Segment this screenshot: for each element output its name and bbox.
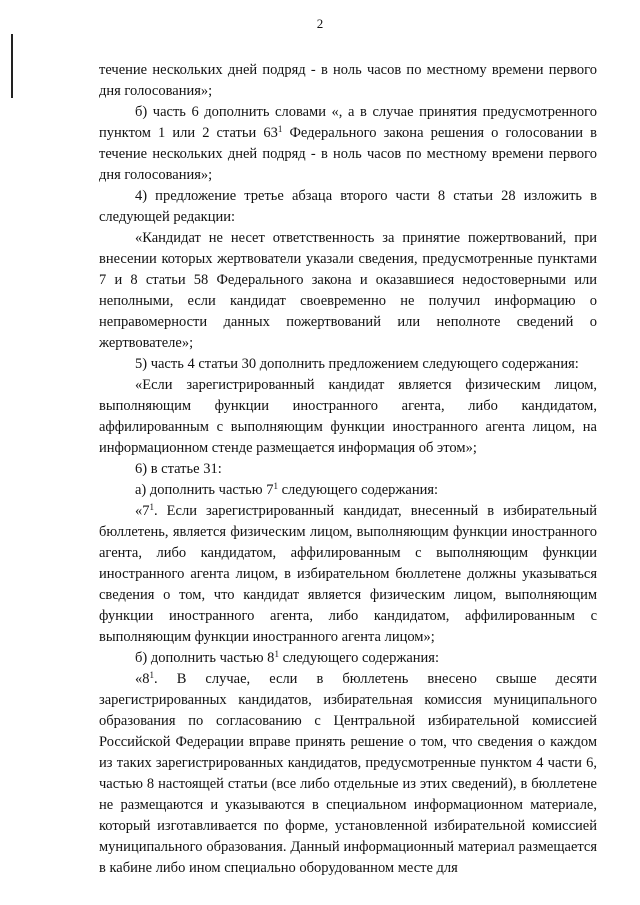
paragraph [99, 228, 597, 354]
superscript: 1 [149, 670, 154, 680]
paragraph-text: 4) предложение третье абзаца второго части 8 статьи 28 изложить в следующей редакции: [99, 188, 597, 225]
paragraph [99, 375, 597, 459]
paragraph [99, 102, 597, 186]
superscript: 1 [274, 649, 279, 659]
paragraph-text: Федерального закона решения о голосовании в течение нескольких дней подряд - в ноль часов по местному времени первого дня голосования»; [99, 125, 597, 183]
paragraph-text: . Если зарегистрированный кандидат, внесенный в избирательный бюллетень, является физическим лицом, выполняющим функции иностранного агента, либо кандидатом, аффилированным с выполняющим функции иностранного агента лицом, в избирательном бюллетене должны указываться сведения о том, что кандидат является физическим лицом, выполняющим функции иностранного агента, либо кандидатом, аффилированным с выполняющим функции иностранного агента лицом»; [99, 503, 597, 645]
paragraph [99, 354, 597, 375]
paragraph-text: . В случае, если в бюллетень внесено свыше десяти зарегистрированных кандидатов, избирательная комиссия муниципального образования по согласованию с Центральной избирательной комиссией Российской Федерации вправе принять решение о том, что сведения о каждом из таких зарегистрированных кандидатов, предусмотренные пунктом 4 части 6, частью 8 настоящей статьи (все либо отдельные из этих сведений), в бюллетене не размещаются и указываются в специальном информационном материале, который изготавливается по форме, установленной избирательной комиссией муниципального образования. Данный информационный материал размещается в кабине либо ином специально оборудованном месте для [99, 671, 597, 876]
paragraph-text: «Кандидат не несет ответственность за принятие пожертвований, при внесении которых жертвователи указали сведения, предусмотренные пунктами 7 и 8 статьи 58 Федерального закона и оказавшиеся недостоверными или неполными, если кандидат своевременно не получил информацию о неправомерности данных пожертвований или неполноте сведений о жертвователе»; [99, 230, 597, 351]
paragraph-text: 6) в статье 31: [135, 461, 222, 477]
paragraph [99, 669, 597, 879]
paragraph-text: б) часть 6 дополнить словами «, а в случае принятия предусмотренного пунктом 1 или 2 статьи 63 [99, 104, 597, 141]
paragraph-text: течение нескольких дней подряд - в ноль часов по местному времени первого дня голосования»; [99, 62, 597, 99]
paragraph [99, 60, 597, 102]
paragraph-text: следующего содержания: [278, 482, 439, 498]
paragraph [99, 480, 597, 501]
superscript: 1 [149, 502, 154, 512]
superscript: 1 [273, 481, 278, 491]
paragraph-text: а) дополнить частью 7 [135, 482, 274, 498]
paragraph [99, 648, 597, 669]
paragraph-text: следующего содержания: [278, 650, 440, 666]
superscript: 1 [277, 124, 283, 134]
paragraph-text: «8 [135, 671, 150, 687]
page-number: 2 [316, 16, 324, 31]
paragraph-text: б) дополнить частью 8 [135, 650, 275, 666]
paragraph [99, 186, 597, 228]
paragraph [99, 459, 597, 480]
scan-edge-line [11, 34, 13, 98]
paragraph-text: «7 [135, 503, 150, 519]
paragraph [99, 501, 597, 648]
paragraph-text: 5) часть 4 статьи 30 дополнить предложением следующего содержания: [135, 356, 579, 372]
paragraph-text: «Если зарегистрированный кандидат является физическим лицом, выполняющим функции иностранного агента, либо кандидатом, аффилированным с выполняющим функции иностранного агента лицом, на информационном стенде размещается информация об этом»; [99, 377, 597, 456]
document-body [99, 60, 597, 879]
